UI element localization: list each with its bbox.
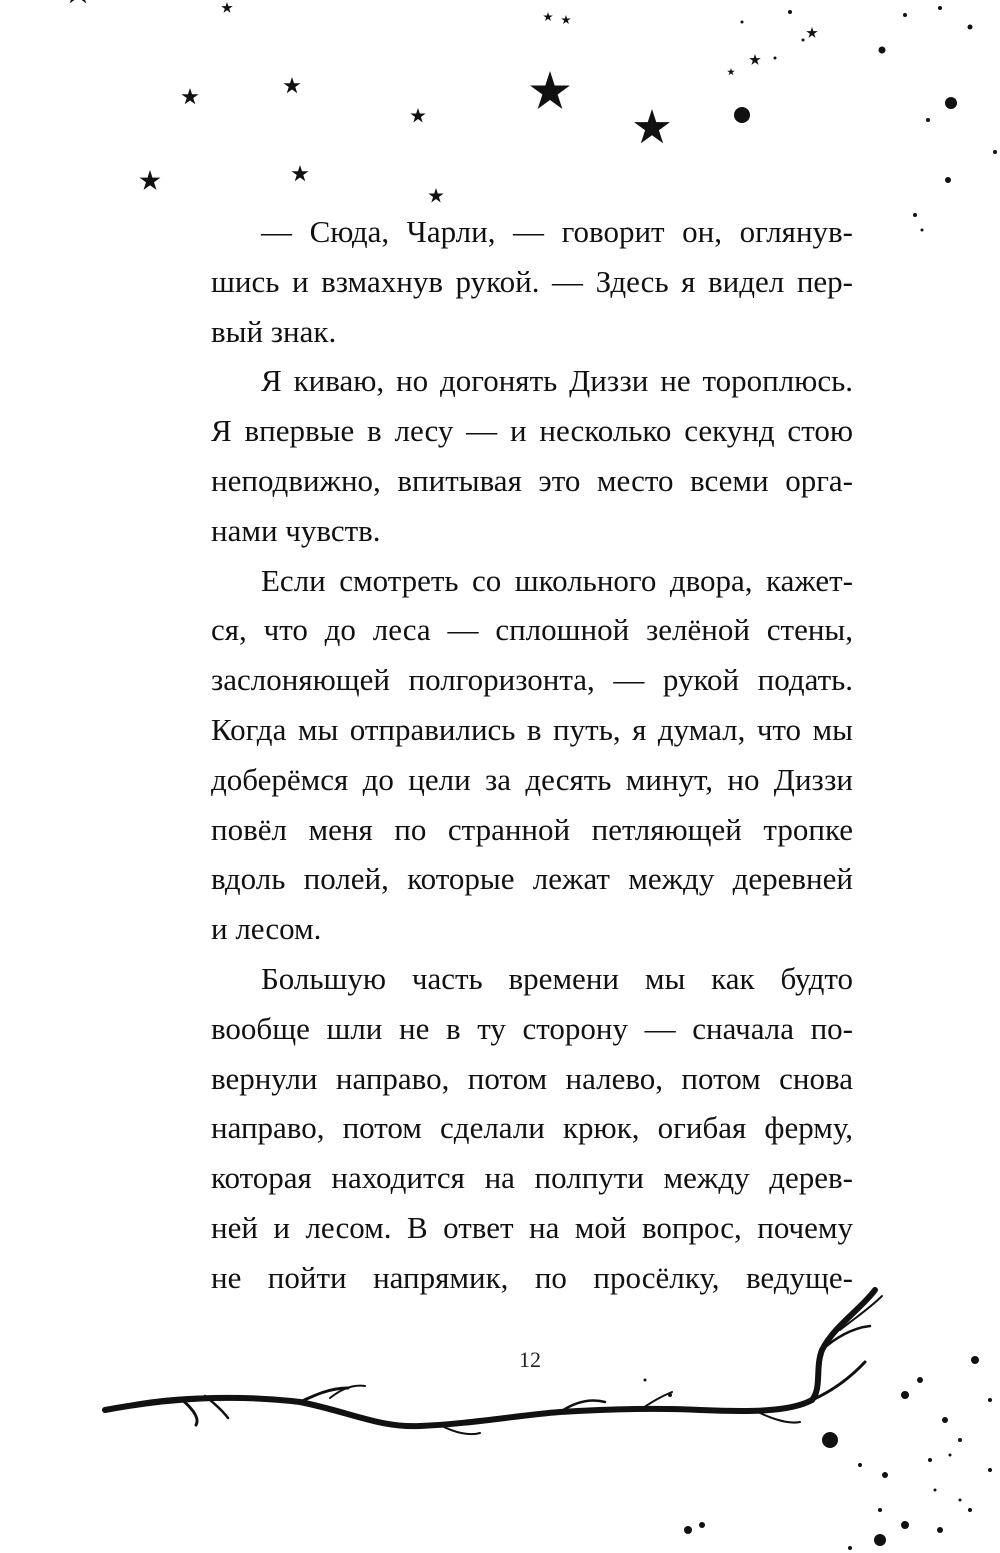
ink-dot <box>917 1377 923 1383</box>
text-line: направо, потом сделали крюк, огибая ферму, <box>211 1110 853 1146</box>
ink-dot <box>882 1472 888 1478</box>
text-line: вый знак. <box>211 313 337 349</box>
ink-dot <box>774 57 777 60</box>
ink-dot <box>928 1458 932 1462</box>
text-line: нами чувств. <box>211 512 381 548</box>
ink-dot <box>913 213 917 217</box>
star-icon <box>410 108 425 122</box>
ink-dot <box>903 13 907 17</box>
ink-dot <box>988 1398 992 1402</box>
star-icon <box>727 68 735 75</box>
ink-dot <box>684 1526 692 1534</box>
ink-dot <box>699 1522 705 1528</box>
star-icon <box>530 71 570 109</box>
text-line: — Сюда, Чарли, — говорит он, оглянув- <box>261 214 853 249</box>
ink-dot <box>874 1534 886 1546</box>
text-line: доберёмся до цели за десять минут, но Диззи <box>211 761 853 797</box>
ink-dot <box>942 1417 948 1423</box>
ink-dot <box>968 1508 972 1512</box>
ink-dot <box>958 1438 962 1442</box>
star-icon <box>561 15 571 24</box>
ink-dot <box>901 1521 909 1529</box>
ink-dot <box>949 1454 952 1457</box>
ink-dot <box>926 118 930 122</box>
ink-dot <box>788 10 792 14</box>
star-icon <box>140 170 161 190</box>
star-icon <box>634 109 670 143</box>
ink-dot <box>968 25 973 30</box>
ink-dot <box>945 97 957 109</box>
text-line: вдоль полей, которые лежат между деревней <box>211 861 853 897</box>
text-line: Когда мы отправились в путь, я думал, что мы <box>211 711 853 747</box>
text-line: Я впервые в лесу — и несколько секунд стою <box>211 413 853 449</box>
star-icon <box>291 165 308 181</box>
body-text <box>211 207 853 1303</box>
star-icon <box>749 54 760 65</box>
text-line: не пойти напрямик, по просёлку, ведуще- <box>211 1259 853 1295</box>
ink-dot <box>858 1463 862 1467</box>
text-line: ся, что до леса — сплошной зелёной стены, <box>211 612 853 648</box>
text-line: Большую часть времени мы как будто <box>261 960 853 996</box>
text-line: шись и взмахнув рукой. — Здесь я видел пер- <box>211 263 853 299</box>
branch-icon <box>105 1290 882 1434</box>
ink-dot <box>878 1508 882 1512</box>
ink-dot <box>822 1432 838 1448</box>
ink-dot <box>644 1379 647 1382</box>
text-line: Я киваю, но догонять Диззи не тороплюсь. <box>261 363 853 399</box>
ink-dot <box>848 1546 852 1550</box>
ink-dot <box>802 39 805 42</box>
page-number: 12 <box>519 1347 541 1372</box>
text-line: Если смотреть со школьного двора, кажет- <box>261 562 853 598</box>
ink-dot <box>879 47 886 54</box>
star-icon <box>806 27 817 38</box>
ink-dot <box>734 107 750 123</box>
ink-dot <box>988 1468 992 1472</box>
star-icon <box>65 0 92 3</box>
ink-dot <box>993 150 997 154</box>
text-line: заслоняющей полгоризонта, — рукой подать. <box>211 662 853 698</box>
ink-dot <box>937 1527 943 1533</box>
ink-dot <box>938 6 942 10</box>
ink-dot <box>959 1499 962 1502</box>
text-line: вообще шли не в ту сторону — сначала по- <box>211 1010 853 1046</box>
text-line: ней и лесом. В ответ на мой вопрос, почему <box>211 1209 853 1245</box>
ink-dot <box>741 21 744 24</box>
ink-dot <box>971 1356 979 1364</box>
star-icon <box>543 12 553 21</box>
ink-dot <box>921 229 924 232</box>
star-icon <box>428 188 443 202</box>
star-icon <box>283 77 300 93</box>
ink-dot <box>945 177 951 183</box>
ink-dot <box>901 1391 909 1399</box>
text-line: повёл меня по странной петляющей тропке <box>211 811 853 847</box>
star-icon <box>221 2 232 13</box>
text-line: неподвижно, впитывая это место всеми орга- <box>211 462 853 498</box>
star-icon <box>181 88 198 104</box>
ink-dot <box>934 1489 937 1492</box>
text-line: и лесом. <box>211 911 322 947</box>
text-line: вернули направо, потом налево, потом снова <box>211 1060 853 1096</box>
text-line: которая находится на полпути между дерев- <box>211 1160 853 1196</box>
